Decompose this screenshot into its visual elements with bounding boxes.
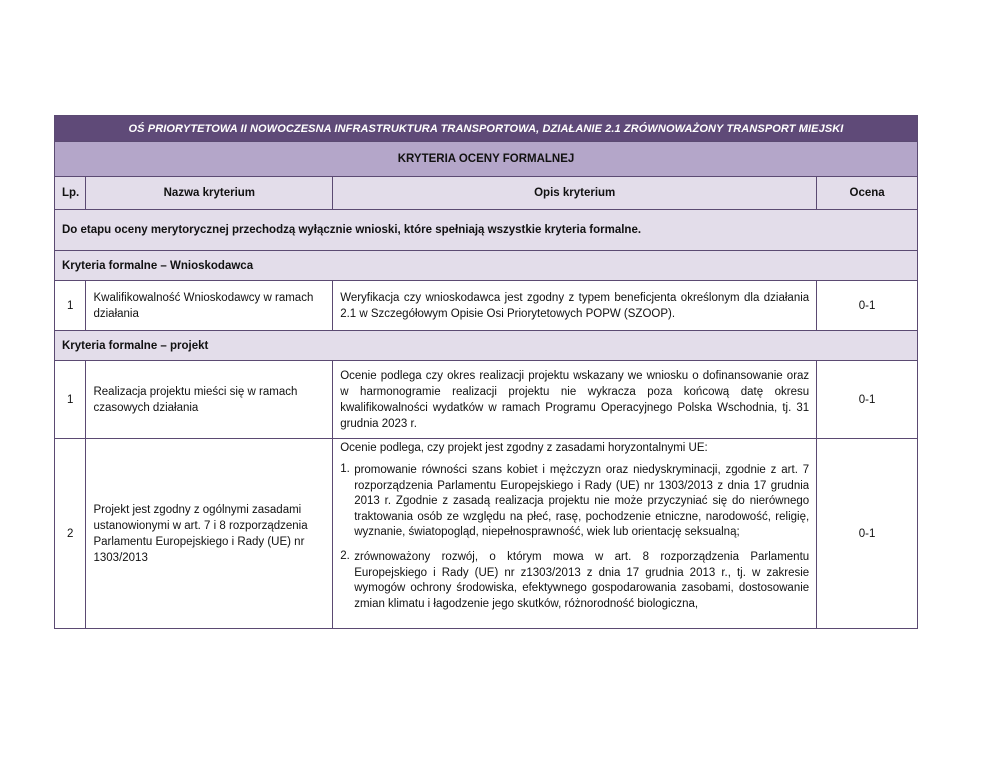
criterion-description: Ocenie podlega czy okres realizacji projektu wskazany we wniosku o dofinansowanie oraz w harmonogramie realizacji projektu nie wykracza poza końcową datę okresu kwalifikowalności wydatków w ramach Programu Operacyjnego Polska Wschodnia, tj. 31 grudnia 2023 r.	[333, 361, 817, 439]
section-row	[55, 251, 918, 281]
description-content	[340, 442, 809, 625]
list-item-number: 1.	[340, 463, 350, 475]
criterion-score: 0-1	[817, 361, 918, 439]
criterion-lp: 1	[55, 281, 86, 331]
column-headers-row	[55, 177, 918, 210]
criterion-lp: 1	[55, 361, 86, 439]
formal-criteria-header-row	[55, 142, 918, 177]
note-text: Do etapu oceny merytorycznej przechodzą wyłącznie wnioski, które spełniają wszystkie kryteria formalne.	[55, 210, 918, 251]
list-item	[340, 463, 809, 541]
column-header-score: Ocena	[817, 177, 918, 210]
section-title-applicant: Kryteria formalne – Wnioskodawca	[55, 251, 918, 281]
criterion-name: Realizacja projektu mieści się w ramach czasowych działania	[86, 361, 333, 439]
note-row	[55, 210, 918, 251]
criterion-lp: 2	[55, 439, 86, 629]
section-row	[55, 331, 918, 361]
criteria-table	[54, 115, 918, 629]
table-row	[55, 439, 918, 629]
table-row	[55, 281, 918, 331]
list-item-text: zrównoważony rozwój, o którym mowa w art. 8 rozporządzenia Parlamentu Europejskiego i Rady (UE) nr z1303/2013 z dnia 17 grudnia 2013 r., tj. w zakresie wymogów ochrony środowiska, efektywnego gospodarowania zasobami, dostosowanie zmian klimatu i łagodzenie jego skutków, różnorodność biologiczna,	[354, 550, 810, 610]
criterion-score: 0-1	[817, 439, 918, 629]
section-title-project: Kryteria formalne – projekt	[55, 331, 918, 361]
criterion-description	[333, 439, 817, 629]
description-intro: Ocenie podlega, czy projekt jest zgodny z zasadami horyzontalnymi UE:	[340, 442, 708, 454]
criterion-description: Weryfikacja czy wnioskodawca jest zgodny z typem beneficjenta określonym dla działania 2.1 w Szczegółowym Opisie Osi Priorytetowych POPW (SZOOP).	[333, 281, 817, 331]
list-item-number: 2.	[340, 549, 350, 562]
column-header-desc: Opis kryterium	[333, 177, 817, 210]
criterion-name: Projekt jest zgodny z ogólnymi zasadami ustanowionymi w art. 7 i 8 rozporządzenia Parlamentu Europejskiego i Rady (UE) nr 1303/2013	[86, 439, 333, 629]
column-header-name: Nazwa kryterium	[86, 177, 333, 210]
list-item-text: promowanie równości szans kobiet i mężczyzn oraz niedyskryminacji, zgodnie z art. 7 rozporządzenia Parlamentu Europejskiego i Rady (UE) nr 1303/2013 z dnia 17 grudnia 2013 r. Zgodnie z zasadą realizacja projektu nie może przyczyniać się do nierównego traktowania osób ze względu na płeć, rasę, pochodzenie etniczne, narodowość, religię, wyznanie, światopogląd, niepełnosprawność, wiek lub orientację seksualną;	[354, 464, 810, 539]
priority-axis-title: OŚ PRIORYTETOWA II NOWOCZESNA INFRASTRUKTURA TRANSPORTOWA, DZIAŁANIE 2.1 ZRÓWNOWAŻONY TRANSPORT MIEJSKI	[55, 116, 918, 142]
list-item	[340, 550, 809, 612]
priority-axis-header-row	[55, 116, 918, 142]
table-row	[55, 361, 918, 439]
column-header-lp: Lp.	[55, 177, 86, 210]
formal-criteria-title: KRYTERIA OCENY FORMALNEJ	[55, 142, 918, 177]
criterion-name: Kwalifikowalność Wnioskodawcy w ramach działania	[86, 281, 333, 331]
criterion-score: 0-1	[817, 281, 918, 331]
